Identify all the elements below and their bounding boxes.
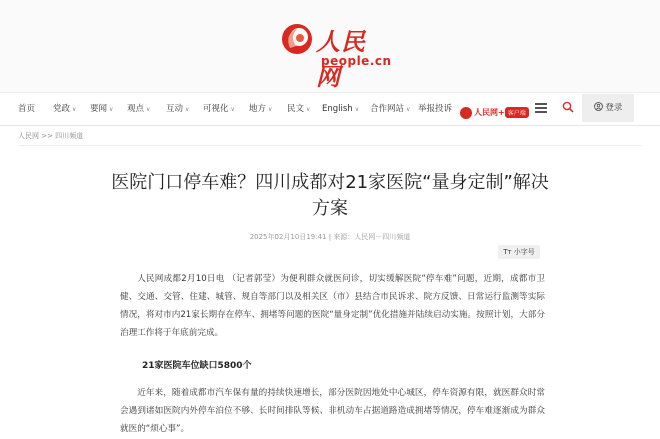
- main-nav: [0, 92, 660, 126]
- chevron-down-icon: ∨: [354, 106, 360, 113]
- user-icon: [594, 102, 603, 111]
- site-header: [0, 0, 660, 92]
- article-paragraph: 近年来，随着成都市汽车保有量的持续快速增长，部分医院因地处中心城区，停车资源有限，就医群众时常会遇到诸如医院内外停车泊位不够、长时间排队等候、非机动车占据道路造成拥堵等情况，停车难逐渐成为群众就医的“烦心事”。: [120, 388, 545, 434]
- nav-item-news[interactable]: 要闻 ∨: [90, 104, 114, 114]
- nav-item-home[interactable]: 首页: [18, 104, 36, 114]
- chevron-down-icon: ∨: [268, 106, 273, 113]
- nav-item-report[interactable]: 举报投诉: [418, 104, 453, 114]
- logo-swirl-icon: [280, 22, 314, 56]
- search-icon[interactable]: [562, 101, 574, 113]
- logo-text: 人民网: [316, 27, 366, 91]
- chevron-down-icon: ∨: [146, 106, 151, 113]
- chevron-down-icon: ∨: [230, 106, 235, 113]
- app-badge: 客户端: [505, 107, 529, 118]
- nav-item-party[interactable]: 党政 ∨: [53, 104, 77, 114]
- breadcrumb[interactable]: 人民网 >> 四川频道: [18, 132, 84, 140]
- chevron-down-icon: ∨: [306, 106, 311, 113]
- font-size-toggle[interactable]: [498, 245, 540, 259]
- login-button[interactable]: [582, 94, 634, 122]
- nav-item-interaction[interactable]: 互动 ∨: [166, 104, 190, 114]
- chevron-down-icon: ∨: [406, 106, 411, 113]
- nav-item-minority[interactable]: 民文 ∨: [287, 104, 311, 114]
- nav-item-english[interactable]: English ∨: [322, 104, 360, 114]
- article-title: 医院门口停车难？四川成都对21家医院“量身定制”解决方案: [111, 172, 549, 219]
- hamburger-menu-icon[interactable]: [535, 101, 547, 113]
- chevron-down-icon: ∨: [72, 106, 77, 113]
- font-size-icon: Tт: [503, 248, 512, 256]
- font-size-label: 小字号: [513, 248, 535, 256]
- app-logo-icon: [460, 107, 472, 119]
- article-subheading: 21家医院车位缺口5800个: [142, 361, 252, 371]
- login-label: 登录: [605, 103, 623, 113]
- chevron-down-icon: ∨: [185, 106, 190, 113]
- article-paragraph: 人民网成都2月10日电 （记者郭莹）为便利群众就医问诊，切实缓解医院“停车难”问题，近期，成都市卫健、交通、交管、住建、城管、规自等部门以及相关区（市）县结合市民诉求、院方反馈、日常运行监测等实际情况，将对市内21家长期存在停车、拥堵等问题的医院“量身定制”优化措施并陆续启动实施。按照计划，大部分治理工作将于年底前完成。: [120, 274, 545, 338]
- chevron-down-icon: ∨: [109, 106, 114, 113]
- nav-item-opinion[interactable]: 观点 ∨: [127, 104, 151, 114]
- nav-item-local[interactable]: 地方 ∨: [249, 104, 273, 114]
- people-cn-logo[interactable]: [278, 14, 392, 91]
- nav-item-visual[interactable]: 可视化 ∨: [203, 104, 235, 114]
- nav-item-partners[interactable]: 合作网站 ∨: [370, 104, 411, 114]
- article-meta: 2025年02月10日19:41 | 来源：人民网－四川频道: [249, 233, 411, 241]
- app-logo-text: 人民网+: [474, 108, 505, 117]
- divider: [18, 145, 642, 146]
- app-client-link[interactable]: [460, 102, 529, 116]
- logo-url: people.cn: [321, 54, 392, 68]
